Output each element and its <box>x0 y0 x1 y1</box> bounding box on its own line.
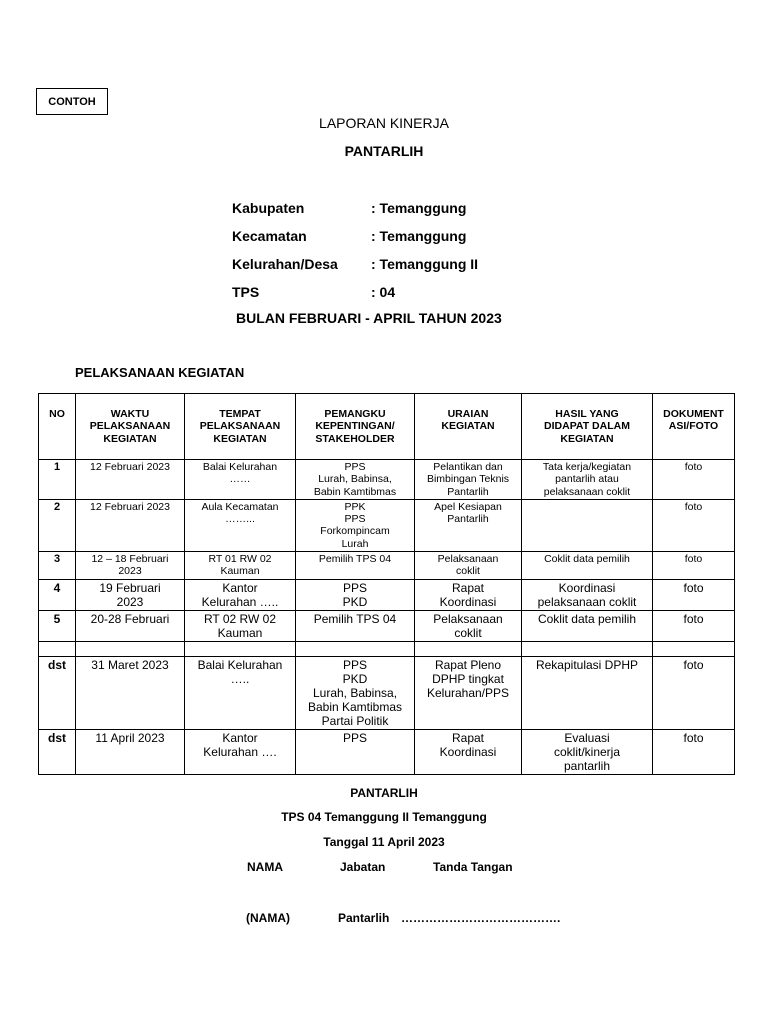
header-text: KEGIATAN <box>103 432 157 445</box>
footer-role: PANTARLIH <box>350 786 418 800</box>
cell-no <box>39 551 76 579</box>
cell-text: foto <box>684 500 703 513</box>
cell-text: ……... <box>225 513 255 526</box>
cell-text: Tata kerja/kegiatan <box>542 461 632 473</box>
cell-text: Pantarlih <box>447 485 489 498</box>
cell-waktu <box>76 610 185 641</box>
info-label-kecamatan: Kecamatan <box>232 228 307 244</box>
cell-text: Rapat Pleno <box>434 657 502 672</box>
cell-text: Balai Kelurahan <box>197 657 283 672</box>
cell-tempat <box>185 610 296 641</box>
cell-uraian <box>415 579 522 610</box>
cell-text: 12 Februari 2023 <box>90 500 170 513</box>
info-label-kelurahan: Kelurahan/Desa <box>232 256 338 272</box>
header-text: TEMPAT <box>219 408 261 420</box>
cell-waktu <box>76 551 185 579</box>
cell-text: 20-28 Februari <box>90 611 170 626</box>
cell-text: Kantor <box>222 580 258 595</box>
header-text: ASI/FOTO <box>668 420 719 433</box>
cell-text: …… <box>229 473 251 486</box>
cell-waktu <box>76 460 185 500</box>
cell-text: pantarlih <box>563 758 611 773</box>
cell-text: pelaksanaan coklit <box>537 594 637 609</box>
cell-tempat <box>185 729 296 774</box>
cell-pemangku <box>296 610 415 641</box>
cell-waktu <box>76 641 185 656</box>
cell-text: Coklit data pemilih <box>537 611 637 626</box>
signature-line: …………………………………. <box>401 911 561 925</box>
table-header-row <box>39 394 735 460</box>
cell-no <box>39 460 76 500</box>
table-row <box>39 579 735 610</box>
cell-text: Pemilih TPS 04 <box>318 552 392 565</box>
cell-text: Rapat <box>451 730 485 745</box>
cell-text: Koordinasi <box>439 594 497 609</box>
cell-text: PKD <box>342 671 368 686</box>
cell-text: ….. <box>230 671 250 686</box>
cell-hasil <box>522 656 653 729</box>
signature-col-jabatan: Jabatan <box>340 860 386 874</box>
table-row <box>39 499 735 551</box>
cell-text: Pelaksanaan <box>437 552 499 565</box>
cell-text: Pemilih TPS 04 <box>313 611 397 626</box>
header-pemangku <box>296 394 415 460</box>
signature-jabatan-value: Pantarlih <box>338 911 390 925</box>
cell-text: pantarlih atau <box>555 473 619 486</box>
cell-hasil <box>522 641 653 656</box>
footer-location: TPS 04 Temanggung II Temanggung <box>281 810 487 824</box>
cell-text: DPHP tingkat <box>432 671 504 686</box>
cell-text: 2023 <box>116 594 144 609</box>
footer-date: Tanggal 11 April 2023 <box>323 835 445 849</box>
header-text: KEGIATAN <box>560 432 614 445</box>
cell-tempat <box>185 641 296 656</box>
cell-text: dst <box>48 730 66 745</box>
cell-text: Kantor <box>222 730 258 745</box>
cell-pemangku <box>296 499 415 551</box>
cell-text: RT 02 RW 02 <box>203 611 277 626</box>
cell-text: 4 <box>53 580 61 595</box>
cell-text: PPS <box>344 461 366 473</box>
table-row <box>39 460 735 500</box>
table-row <box>39 729 735 774</box>
cell-text: 2 <box>53 500 61 513</box>
info-value-tps: : 04 <box>371 284 396 300</box>
cell-waktu <box>76 499 185 551</box>
cell-text: dst <box>48 657 66 672</box>
cell-text: 5 <box>53 611 61 626</box>
cell-text: Koordinasi <box>439 744 497 759</box>
cell-text: Lurah, Babinsa, <box>318 473 392 486</box>
header-text: PELAKSANAAN <box>199 420 281 433</box>
cell-dokumentasi <box>653 499 735 551</box>
cell-text: Babin Kamtibmas <box>307 699 403 714</box>
info-label-tps: TPS <box>232 284 260 300</box>
cell-hasil <box>522 551 653 579</box>
cell-no <box>39 656 76 729</box>
header-no <box>39 394 76 460</box>
cell-text: Kauman <box>220 565 260 578</box>
cell-text: foto <box>683 611 704 626</box>
cell-text: Babin Kamtibmas <box>313 485 397 498</box>
cell-pemangku <box>296 579 415 610</box>
cell-pemangku <box>296 729 415 774</box>
header-waktu <box>76 394 185 460</box>
cell-text: Koordinasi <box>558 580 616 595</box>
cell-dokumentasi <box>653 641 735 656</box>
header-text: KEGIATAN <box>213 432 267 445</box>
header-uraian <box>415 394 522 460</box>
cell-text: Aula Kecamatan <box>201 500 279 513</box>
cell-text: PKD <box>342 594 368 609</box>
cell-tempat <box>185 579 296 610</box>
cell-text: Kauman <box>217 625 263 640</box>
cell-text: 1 <box>53 461 61 473</box>
cell-dokumentasi <box>653 656 735 729</box>
header-text: STAKEHOLDER <box>315 432 395 445</box>
cell-hasil <box>522 610 653 641</box>
cell-pemangku <box>296 460 415 500</box>
cell-dokumentasi <box>653 460 735 500</box>
header-text: DIDAPAT DALAM <box>544 420 630 433</box>
cell-text: 12 – 18 Februari <box>91 552 169 565</box>
signature-col-nama: NAMA <box>247 860 283 874</box>
cell-text: Bimbingan Teknis <box>426 473 510 486</box>
cell-dokumentasi <box>653 729 735 774</box>
cell-text: foto <box>683 657 704 672</box>
table-row <box>39 610 735 641</box>
cell-text: foto <box>683 730 704 745</box>
cell-text: Partai Politik <box>321 713 389 728</box>
cell-text: Kelurahan …. <box>203 744 277 759</box>
cell-text: Rekapitulasi DPHP <box>535 657 639 672</box>
cell-text: 19 Februari <box>99 580 161 595</box>
cell-text: Rapat <box>451 580 485 595</box>
cell-no <box>39 610 76 641</box>
table-row <box>39 551 735 579</box>
cell-text: Evaluasi <box>564 730 610 745</box>
cell-no <box>39 641 76 656</box>
contoh-stamp: CONTOH <box>36 88 108 115</box>
header-hasil <box>522 394 653 460</box>
cell-hasil <box>522 460 653 500</box>
cell-hasil <box>522 729 653 774</box>
header-text: WAKTU <box>110 408 150 420</box>
cell-pemangku <box>296 641 415 656</box>
header-text: PELAKSANAAN <box>89 420 171 433</box>
cell-hasil <box>522 499 653 551</box>
cell-text: Pelantikan dan <box>433 461 503 473</box>
cell-text: PPS <box>342 730 367 745</box>
cell-text: 11 April 2023 <box>95 730 165 745</box>
cell-uraian <box>415 656 522 729</box>
cell-pemangku <box>296 656 415 729</box>
cell-hasil <box>522 579 653 610</box>
cell-text: foto <box>683 580 704 595</box>
cell-uraian <box>415 729 522 774</box>
cell-pemangku <box>296 551 415 579</box>
cell-waktu <box>76 579 185 610</box>
report-subtitle: PANTARLIH <box>344 143 424 159</box>
cell-text: Kelurahan/PPS <box>426 685 510 700</box>
header-tempat <box>185 394 296 460</box>
header-text: KEPENTINGAN/ <box>315 420 395 433</box>
cell-text: Forkompincam <box>320 525 390 538</box>
cell-text: coklit/kinerja <box>553 744 621 759</box>
cell-text: PPS <box>342 580 367 595</box>
cell-text: RT 01 RW 02 <box>208 552 272 565</box>
cell-waktu <box>76 729 185 774</box>
cell-dokumentasi <box>653 579 735 610</box>
cell-text: Pelaksanaan <box>433 611 503 626</box>
cell-text: PPS <box>344 513 366 526</box>
cell-text: Apel Kesiapan <box>434 500 502 513</box>
cell-text: 12 Februari 2023 <box>90 461 170 473</box>
cell-text: foto <box>684 461 703 473</box>
cell-no <box>39 579 76 610</box>
cell-text: coklit <box>454 625 482 640</box>
header-dokumentasi <box>653 394 735 460</box>
report-period: BULAN FEBRUARI - APRIL TAHUN 2023 <box>236 310 502 326</box>
info-value-kelurahan: : Temanggung II <box>371 256 479 272</box>
cell-uraian <box>415 460 522 500</box>
cell-no <box>39 729 76 774</box>
signature-nama-value: (NAMA) <box>246 911 290 925</box>
cell-text: coklit <box>456 565 480 578</box>
signature-col-ttd: Tanda Tangan <box>433 860 513 874</box>
section-title: PELAKSANAAN KEGIATAN <box>75 365 245 380</box>
cell-tempat <box>185 460 296 500</box>
cell-uraian <box>415 551 522 579</box>
cell-text: PPS <box>342 657 367 672</box>
cell-text: PPK <box>344 500 366 513</box>
cell-text: Balai Kelurahan <box>202 461 278 473</box>
info-value-kabupaten: : Temanggung <box>371 200 467 216</box>
cell-text: 2023 <box>118 565 142 578</box>
report-title: LAPORAN KINERJA <box>319 115 449 131</box>
cell-text: Lurah <box>341 537 369 550</box>
cell-text: Kelurahan ….. <box>201 594 279 609</box>
header-text: PEMANGKU <box>324 408 386 420</box>
cell-dokumentasi <box>653 610 735 641</box>
cell-waktu <box>76 656 185 729</box>
cell-text: 31 Maret 2023 <box>91 657 169 672</box>
cell-uraian <box>415 499 522 551</box>
table-row <box>39 641 735 656</box>
cell-text: foto <box>684 552 703 565</box>
cell-dokumentasi <box>653 551 735 579</box>
cell-tempat <box>185 656 296 729</box>
header-text: KEGIATAN <box>441 420 495 433</box>
info-value-kecamatan: : Temanggung <box>371 228 467 244</box>
cell-text: pelaksanaan coklit <box>543 485 631 498</box>
cell-tempat <box>185 551 296 579</box>
cell-uraian <box>415 610 522 641</box>
cell-uraian <box>415 641 522 656</box>
cell-text: Lurah, Babinsa, <box>312 685 398 700</box>
activity-table <box>38 393 735 775</box>
cell-tempat <box>185 499 296 551</box>
cell-text: Coklit data pemilih <box>544 552 630 565</box>
header-text: HASIL YANG <box>555 408 619 420</box>
cell-text: Pantarlih <box>447 513 489 526</box>
table-row <box>39 656 735 729</box>
header-text: DOKUMENT <box>663 408 724 420</box>
cell-no <box>39 499 76 551</box>
info-label-kabupaten: Kabupaten <box>232 200 305 216</box>
cell-text: 3 <box>53 552 61 565</box>
header-text: NO <box>49 408 65 420</box>
header-text: URAIAN <box>447 408 489 420</box>
